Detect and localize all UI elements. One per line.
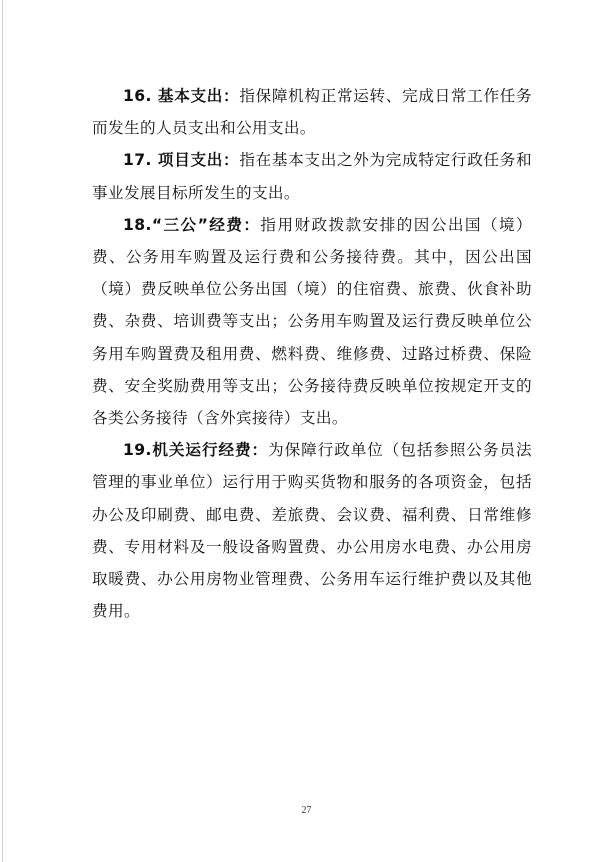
definition-term: 16. 基本支出： — [123, 87, 240, 105]
page-edge-line — [2, 0, 3, 862]
definition-term: 18.“三公”经费： — [123, 215, 261, 234]
definition-text: 为保障行政单位（包括参照公务员法管理的事业单位）运行用于购买货物和服务的各项资金，包括办公及印刷费、邮电费、差旅费、会议费、福利费、日常维修费、专用材料及一般设备购置费、办公用房水电费、办公用房取暖费、办公用房物业管理费、公务用车运行维护费以及其他费用。 — [92, 441, 533, 621]
definition-text: 指用财政拨款安排的因公出国（境）费、公务用车购置及运行费和公务接待费。其中，因公出国（境）费反映单位公务出国（境）的住宿费、旅费、伙食补助费、杂费、培训费等支出；公务用车购置及运行费反映单位公务用车购置费及租用费、燃料费、维修费、过路过桥费、保险费、安全奖励费用等支出；公务接待费反映单位按规定开支的各类公务接待（含外宾接待）支出。 — [92, 215, 533, 428]
definition-basic-expenditure — [92, 80, 532, 144]
definition-term: 19.机关运行经费： — [123, 441, 269, 460]
definition-three-public-funds — [92, 209, 532, 434]
definition-term: 17. 项目支出： — [123, 151, 240, 170]
definitions-section — [92, 80, 532, 627]
page-number: 27 — [301, 805, 312, 816]
definition-text: 指保障机构正常运转、完成日常工作任务而发生的人员支出和公用支出。 — [92, 87, 533, 138]
definition-text: 指在基本支出之外为完成特定行政任务和事业发展目标所发生的支出。 — [92, 151, 533, 202]
definition-operating-funds — [92, 434, 532, 627]
definition-project-expenditure — [92, 144, 532, 208]
